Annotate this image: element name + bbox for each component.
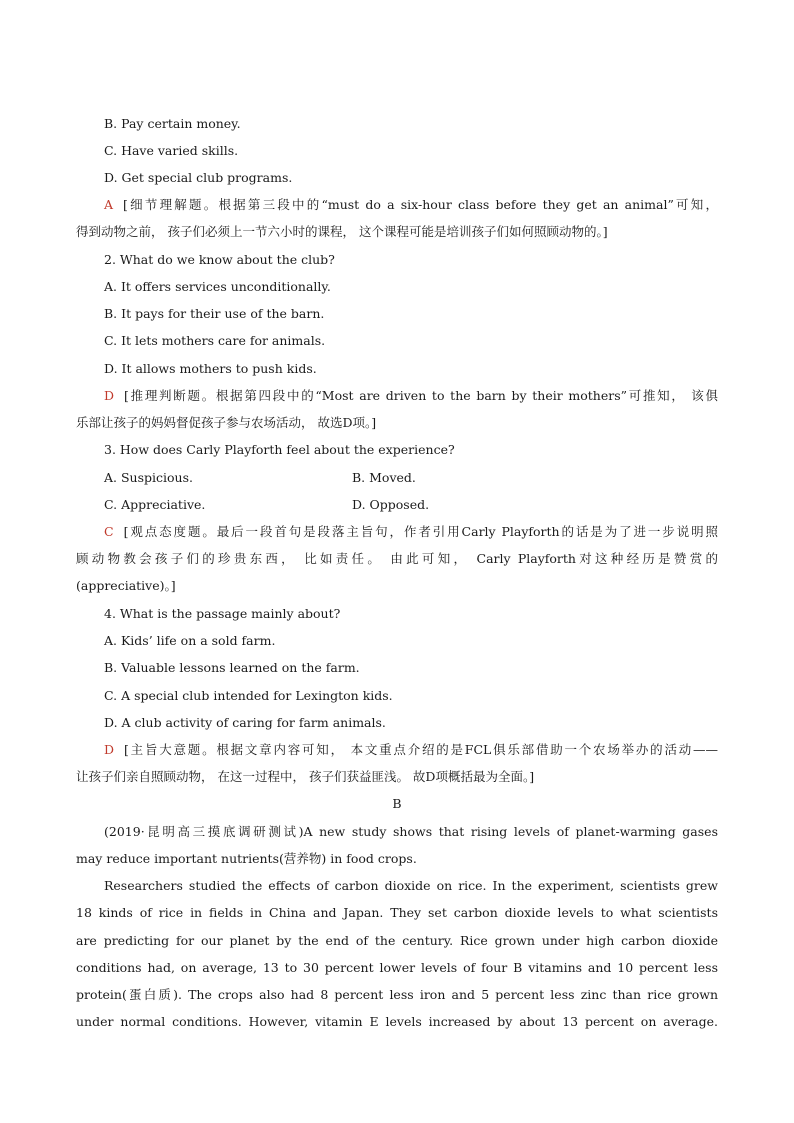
option-c: C. It lets mothers care for animals. xyxy=(104,333,326,348)
passage-intro: (2019·昆明高三摸底调研测试)A new study shows that rising levels of planet-warming gases xyxy=(104,824,718,839)
question-2: 2. What do we know about the club? xyxy=(104,252,335,267)
section-label: B xyxy=(392,796,402,811)
answer-letter: D xyxy=(104,742,115,757)
option-a: A. Kids’ life on a sold farm. xyxy=(104,633,276,648)
option-b: B. Pay certain money. xyxy=(104,116,241,131)
passage-line: Researchers studied the effects of carbon dioxide on rice. In the experiment, scientists grew xyxy=(104,878,718,893)
answer-explanation-4: D [主旨大意题。根据文章内容可知， 本文重点介绍的是FCL俱乐部借助一个农场举办的活动—— xyxy=(104,742,718,757)
option-c: C. Have varied skills. xyxy=(104,143,239,158)
options-row-1 xyxy=(104,470,504,486)
answer-letter: C xyxy=(104,524,114,539)
passage-line: under normal conditions. However, vitamin E levels increased by about 13 percent on average. xyxy=(76,1014,718,1029)
option-b: B. Valuable lessons learned on the farm. xyxy=(104,660,360,675)
option-b: B. It pays for their use of the barn. xyxy=(104,306,325,321)
option-d: D. It allows mothers to push kids. xyxy=(104,361,317,376)
option-d: D. A club activity of caring for farm animals. xyxy=(104,715,386,730)
option-a: A. Suspicious. xyxy=(104,470,193,485)
question-3: 3. How does Carly Playforth feel about the experience? xyxy=(104,442,455,457)
passage-intro-cont: may reduce important nutrients(营养物) in food crops. xyxy=(76,851,417,866)
answer-explanation-3-cont: 顾动物教会孩子们的珍贵东西， 比如责任。 由此可知， Carly Playforth对这种经历是赞赏的 xyxy=(76,551,718,566)
answer-letter: D xyxy=(104,388,115,403)
option-d: D. Opposed. xyxy=(352,497,430,512)
answer-explanation-1-cont: 得到动物之前， 孩子们必须上一节六小时的课程， 这个课程可能是培训孩子们如何照顾动物的。] xyxy=(76,224,608,239)
passage-line: conditions had, on average, 13 to 30 percent lower levels of four B vitamins and 10 percent less xyxy=(76,960,718,975)
option-a: A. It offers services unconditionally. xyxy=(104,279,331,294)
passage-line: are predicting for our planet by the end of the century. Rice grown under high carbon dioxide xyxy=(76,933,718,948)
passage-line: 18 kinds of rice in fields in China and Japan. They set carbon dioxide levels to what scientists xyxy=(76,905,718,920)
option-b: B. Moved. xyxy=(352,470,416,485)
answer-explanation-2-cont: 乐部让孩子的妈妈督促孩子参与农场活动， 故选D项。] xyxy=(76,415,377,430)
answer-letter: A xyxy=(104,197,114,212)
answer-explanation-1: A [细节理解题。根据第三段中的“must do a six-hour class before they get an animal”可知， xyxy=(104,197,718,212)
passage-line: protein(蛋白质). The crops also had 8 percent less iron and 5 percent less zinc than rice grown xyxy=(76,987,718,1002)
options-row-2 xyxy=(104,497,504,513)
option-c: C. Appreciative. xyxy=(104,497,206,512)
answer-explanation-4-cont: 让孩子们亲自照顾动物， 在这一过程中， 孩子们获益匪浅。 故D项概括最为全面。] xyxy=(76,769,535,784)
question-4: 4. What is the passage mainly about? xyxy=(104,606,341,621)
answer-explanation-3-end: (appreciative)。] xyxy=(76,578,176,593)
answer-explanation-2: D [推理判断题。根据第四段中的“Most are driven to the barn by their mothers”可推知， 该俱 xyxy=(104,388,718,403)
option-c: C. A special club intended for Lexington kids. xyxy=(104,688,393,703)
answer-explanation-3: C [观点态度题。最后一段首句是段落主旨句，作者引用Carly Playforth的话是为了进一步说明照 xyxy=(104,524,718,539)
option-d: D. Get special club programs. xyxy=(104,170,293,185)
